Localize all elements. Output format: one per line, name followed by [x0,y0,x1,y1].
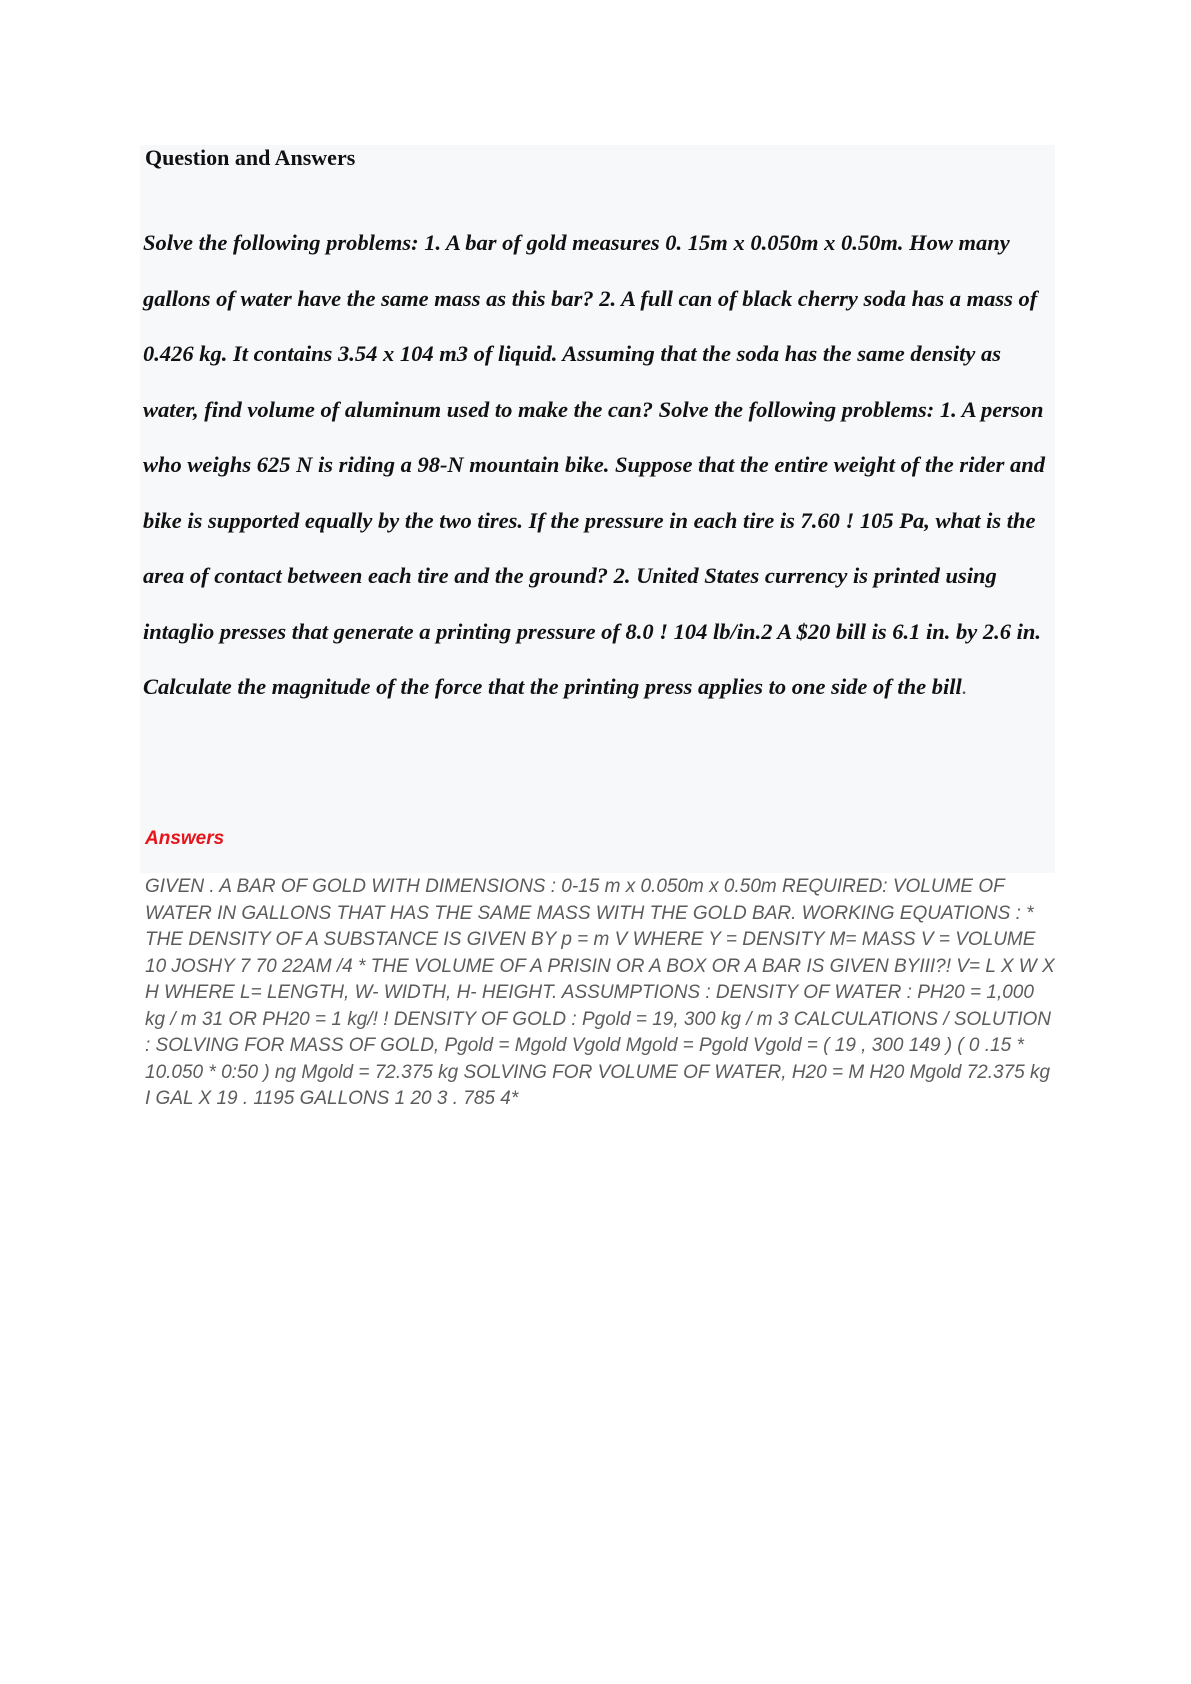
answer-text: GIVEN . A BAR OF GOLD WITH DIMENSIONS : 0-15 m x 0.050m x 0.50m REQUIRED: VOLUME OF WATER IN GALLONS THAT HAS THE SAME MASS WITH THE GOLD BAR. WORKING EQUATIONS : * THE DENSITY OF A SUBSTANCE IS GIVEN BY p = m V WHERE Y = DENSITY M= MASS V = VOLUME 10 JOSHY 7 70 22AM /4 * THE VOLUME OF A PRISIN OR A BOX OR A BAR IS GIVEN BYIII?! V= L X W X H WHERE L= LENGTH, W- WIDTH, H- HEIGHT. ASSUMPTIONS : DENSITY OF WATER : PH20 = 1,000 kg / m 31 OR PH20 = 1 kg/! ! DENSITY OF GOLD : Pgold = 19, 300 kg / m 3 CALCULATIONS / SOLUTION : SOLVING FOR MASS OF GOLD, Pgold = Mgold Vgold Mgold = Pgold Vgold = ( 19 , 300 149 ) ( 0 .15 * 10.050 * 0:50 ) ng Mgold = 72.375 kg SOLVING FOR VOLUME OF WATER, H20 = M H20 Mgold 72.375 kg I GAL X 19 . 1195 GALLONS 1 20 3 . 785 4* [145,876,1055,1109]
page-title: Question and Answers [145,145,356,170]
answers-heading: Answers [145,828,225,849]
question-text [143,215,1058,715]
question-body: Solve the following problems: 1. A bar of gold measures 0. 15m x 0.050m x 0.50m. How many gallons of water have the same mass as this bar? 2. A full can of black cherry soda has a mass of 0.426 kg. It contains 3.54 x 104 m3 of liquid. Assuming that the soda has the same density as water, find volume of aluminum used to make the can? Solve the following problems: 1. A person who weighs 625 N is riding a 98-N mountain bike. Suppose that the entire weight of the rider and bike is supported equally by the two tires. If the pressure in each tire is 7.60 ! 105 Pa, what is the area of contact between each tire and the ground? 2. United States currency is printed using intaglio presses that generate a printing pressure of 8.0 ! 104 lb/in.2 A $20 bill is 6.1 in. by 2.6 in. Calculate the magnitude of the force that the printing press applies to one side of the bill [143,230,1046,699]
question-trailing-period: . [961,674,968,699]
